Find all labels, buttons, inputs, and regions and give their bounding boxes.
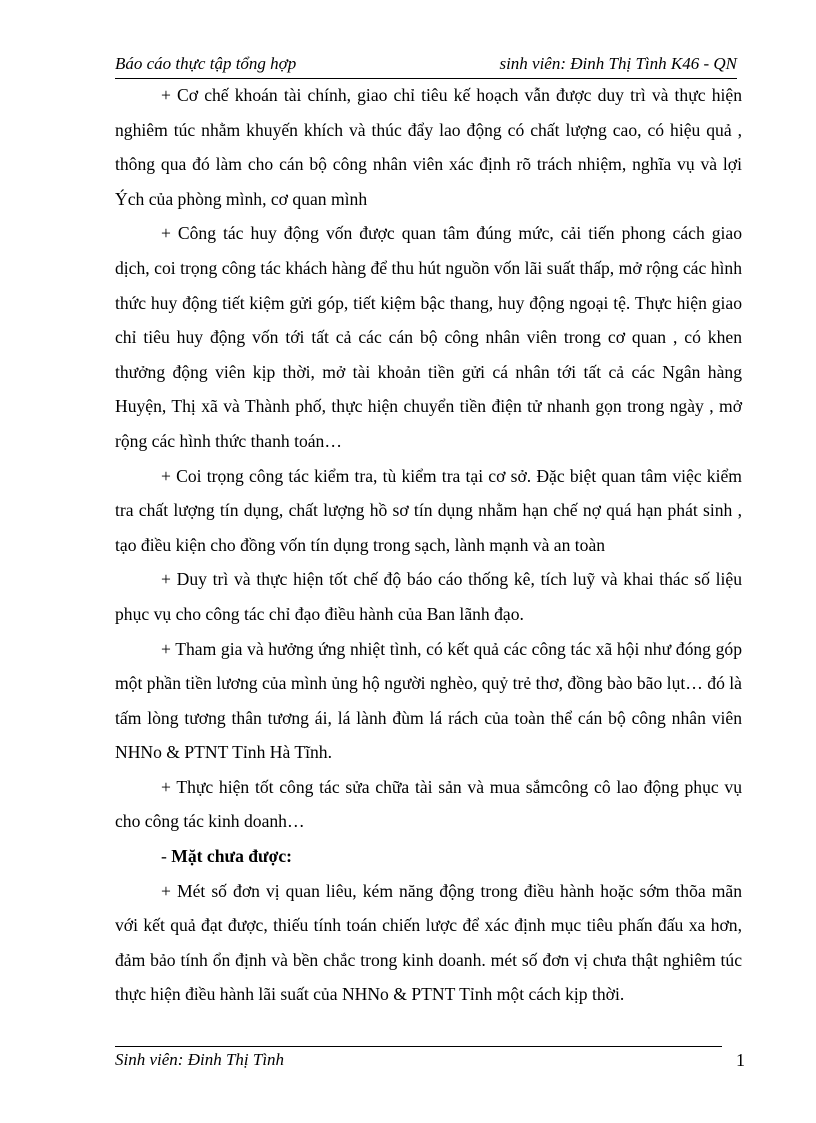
footer-student-name: Sinh viên: Đinh Thị Tình bbox=[115, 1050, 285, 1069]
subheading-prefix: - bbox=[161, 846, 172, 867]
document-body bbox=[115, 78, 742, 1012]
header-student-info: sinh viên: Đinh Thị Tình K46 - QN bbox=[499, 54, 737, 73]
paragraph: + Mét số đơn vị quan liêu, kém năng động trong điều hành hoặc sớm thõa mãn với kết quả đạt được, thiếu tính toán chiến lược để xác định mục tiêu phấn đấu xa hơn, đảm bảo tính ổn định và bền chắc trong kinh doanh. mét số đơn vị chưa thật nghiêm túc thực hiện điều hành lãi suất của NHNo & PTNT Tỉnh một cách kịp thời. bbox=[115, 880, 742, 1005]
section-subheading bbox=[115, 839, 742, 874]
header-report-title: Báo cáo thực tập tổng hợp bbox=[115, 54, 297, 73]
page-number: 1 bbox=[736, 1050, 745, 1070]
paragraph: + Thực hiện tốt công tác sửa chữa tài sản và mua sắmcông cô lao động phục vụ cho công tác kinh doanh… bbox=[115, 776, 742, 832]
paragraph: + Tham gia và hưởng ứng nhiệt tình, có kết quả các công tác xã hội như đóng góp một phần tiền lương của mình ủng hộ người nghèo, quỷ trẻ thơ, đồng bào bão lụt… đó là tấm lòng tương thân tương ái, lá lành đùm lá rách của toàn thể cán bộ công nhân viên NHNo & PTNT Tỉnh Hà Tĩnh. bbox=[115, 638, 742, 763]
paragraph: + Coi trọng công tác kiểm tra, tù kiểm tra tại cơ sở. Đặc biệt quan tâm việc kiểm tra chất lượng tín dụng, chất lượng hồ sơ tín dụng nhằm hạn chế nợ quá hạn phát sinh , tạo điều kiện cho đồng vốn tín dụng trong sạch, lành mạnh và an toàn bbox=[115, 465, 742, 555]
paragraph: + Duy trì và thực hiện tốt chế độ báo cáo thống kê, tích luỹ và khai thác số liệu phục vụ cho công tác chỉ đạo điều hành của Ban lãnh đạo. bbox=[115, 569, 742, 624]
footer-divider bbox=[115, 1046, 722, 1047]
page-header bbox=[115, 52, 737, 79]
subheading-label: Mặt chưa được: bbox=[171, 846, 293, 867]
paragraph: + Cơ chế khoán tài chính, giao chỉ tiêu kế hoạch vẫn được duy trì và thực hiện nghiêm túc nhằm khuyến khích và thúc đẩy lao động có chất lượng cao, có hiệu quả , thông qua đó làm cho cán bộ công nhân viên xác định rõ trách nhiệm, nghĩa vụ và lợi Ých của phòng mình, cơ quan mình bbox=[115, 85, 742, 209]
paragraph: + Công tác huy động vốn được quan tâm đúng mức, cải tiến phong cách giao dịch, coi trọng công tác khách hàng để thu hút nguồn vốn lãi suất thấp, mở rộng các hình thức huy động tiết kiệm gửi góp, tiết kiệm bậc thang, huy động ngoại tệ. Thực hiện giao chỉ tiêu huy động vốn tới tất cả các cán bộ công nhân viên trong cơ quan , có khen thưởng động viên kịp thời, mở tài khoản tiền gửi cá nhân tới tất cả các Ngân hàng Huyện, Thị xã và Thành phố, thực hiện chuyển tiền điện tử nhanh gọn trong ngày , mở rộng các hình thức thanh toán… bbox=[115, 223, 742, 451]
